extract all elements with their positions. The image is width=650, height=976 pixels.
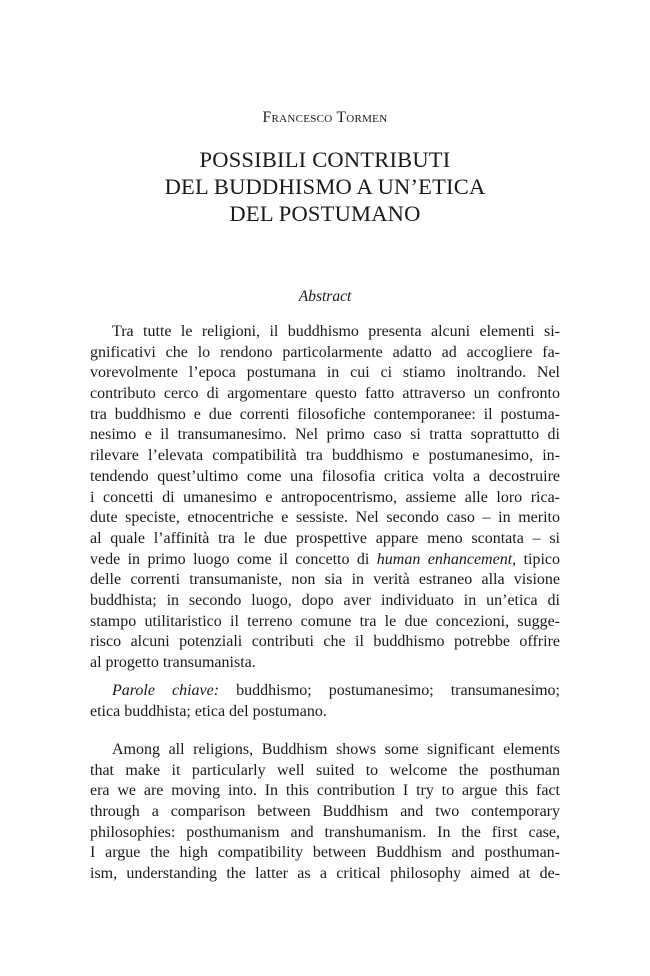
text-line: rilevare l’elevata compatibilità tra buddhismo e postumanesimo, in- (90, 447, 560, 465)
keywords-list: buddhismo; postumanesimo; transumanesimo; (219, 682, 561, 699)
text-segment: vede in primo luogo come il concetto di (90, 550, 377, 568)
abstract-heading: Abstract (298, 288, 352, 305)
text-line: I argue the high compatibility between Buddhism and posthuman- (90, 844, 560, 862)
text-line: etica buddhista; etica del postumano. (90, 702, 327, 720)
text-line: contributo cerco di argomentare questo fatto attraverso un confronto (90, 385, 560, 403)
title-line: POSSIBILI CONTRIBUTI (199, 147, 451, 172)
keywords-line (90, 681, 560, 702)
text-line: Tra tutte le religioni, il buddhismo presenta alcuni elementi si- (112, 323, 560, 340)
text-line: nesimo e il transumanesimo. Nel primo caso si tratta soprattutto di (90, 426, 560, 444)
abstract-english-paragraph (90, 740, 560, 885)
text-line: that make it particularly well suited to welcome the posthuman (90, 761, 560, 779)
text-line: philosophies: posthumanism and transhumanism. In the first case, (90, 823, 560, 841)
text-line: i concetti di umanesimo e antropocentrismo, assieme alle loro rica- (90, 488, 560, 506)
text-line: risco alcuni potenziali contributi che il buddhismo potrebbe offrire (90, 633, 560, 651)
text-line: Among all religions, Buddhism shows some significant elements (112, 741, 560, 758)
text-line: al quale l’affinità tra le due prospettive appare meno scontata – si (90, 529, 560, 547)
italic-term: human enhancement (376, 550, 513, 568)
text-segment: , tipico (512, 550, 561, 568)
title-line: DEL POSTUMANO (229, 201, 421, 226)
text-line: gnificativi che lo rendono particolarmente adatto ad accogliere fa- (90, 343, 560, 361)
text-line: vorevolmente l’epoca postumana in cui ci stiamo inoltrando. Nel (90, 364, 560, 382)
text-line-mixed (90, 550, 560, 571)
text-line: al progetto transumanista. (90, 654, 256, 671)
text-line: era we are moving into. In this contribution I try to argue this fact (90, 782, 560, 800)
author-name: Francesco Tormen (262, 109, 388, 126)
keywords-paragraph (90, 681, 560, 722)
abstract-italian-paragraph (90, 322, 560, 674)
text-line: tendendo quest’ultimo come una filosofia critica volta a decostruire (90, 467, 560, 485)
title-line: DEL BUDDHISMO A UN’ETICA (164, 174, 486, 199)
text-line: tra buddhismo e due correnti filosofiche contemporanee: il postuma- (90, 405, 560, 423)
paper-title (0, 146, 650, 227)
text-line: buddhista; in secondo luogo, dopo aver individuato in un’etica di (90, 591, 560, 609)
keywords-label: Parole chiave: (112, 682, 220, 699)
text-line: ism, understanding the latter as a critical philosophy aimed at de- (90, 865, 560, 883)
text-line: delle correnti transumaniste, non sia in verità estraneo alla visione (90, 571, 560, 589)
text-line: dute speciste, etnocentriche e sessiste. Nel secondo caso – in merito (90, 509, 560, 527)
text-line: through a comparison between Buddhism and two contemporary (90, 803, 560, 821)
text-line: stampo utilitaristico il terreno comune tra le due concezioni, sugge- (90, 612, 560, 630)
